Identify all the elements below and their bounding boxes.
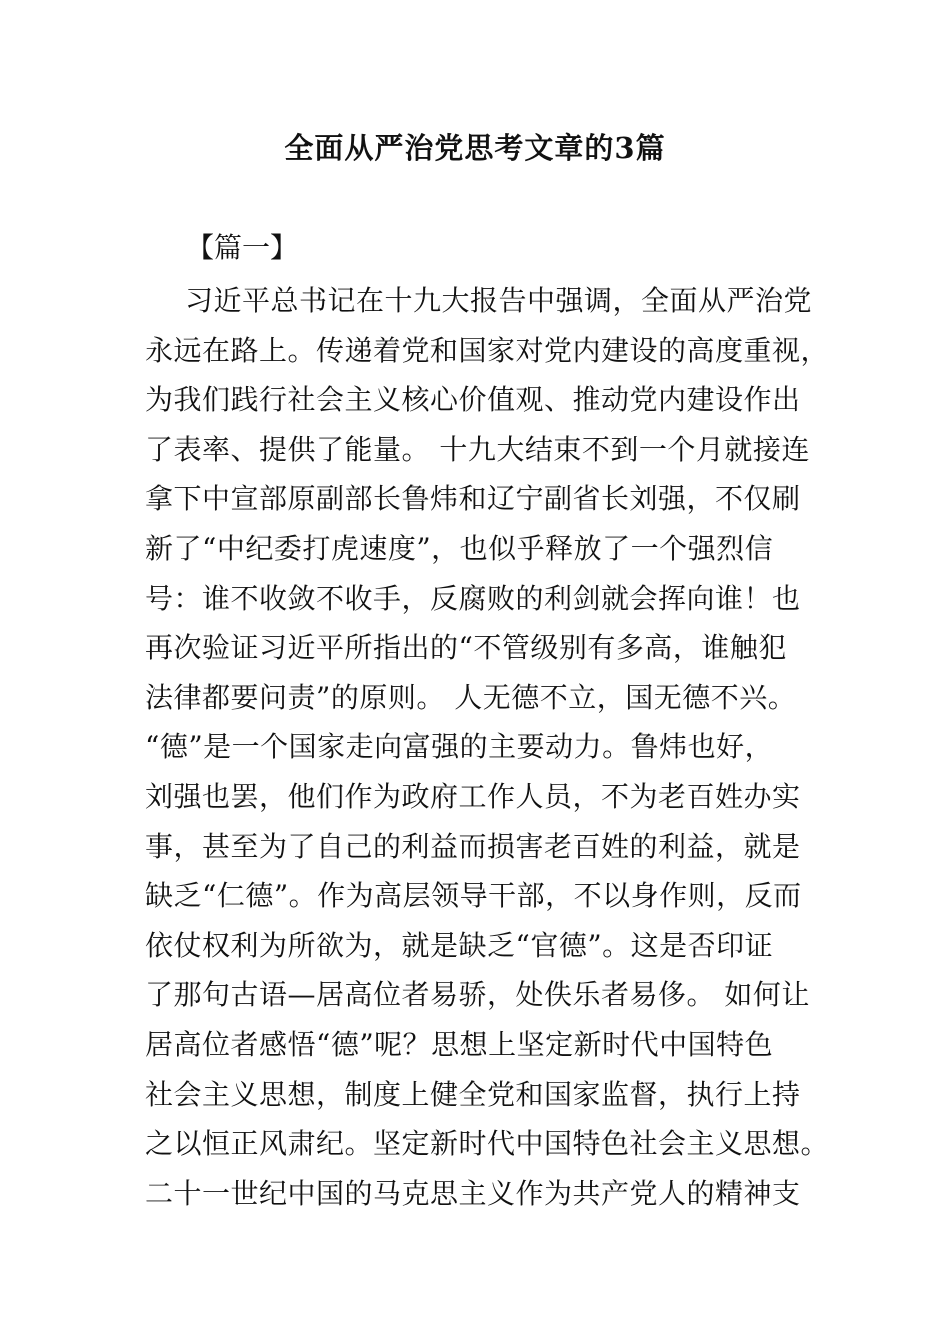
text-line: 事，甚至为了自己的利益而损害老百姓的利益，就是 bbox=[145, 829, 801, 863]
section-heading: 【篇一】 bbox=[186, 231, 299, 264]
text-line: 之以恒正风肃纪。坚定新时代中国特色社会主义思想。 bbox=[145, 1127, 830, 1161]
text-line: 新了“中纪委打虎速度”，也似乎释放了一个强烈信 bbox=[145, 531, 774, 565]
text-line: “德”是一个国家走向富强的主要动力。鲁炜也好， bbox=[145, 730, 774, 764]
text-line: 社会主义思想，制度上健全党和国家监督，执行上持 bbox=[145, 1077, 801, 1111]
text-line: 法律都要问责”的原则。 人无德不立，国无德不兴。 bbox=[145, 680, 797, 714]
text-line: 再次验证习近平所指出的“不管级别有多高，谁触犯 bbox=[145, 631, 787, 665]
text-line: 缺乏“仁德”。作为高层领导干部，不以身作则，反而 bbox=[145, 879, 802, 913]
text-line: 依仗权利为所欲为，就是缺乏“官德”。这是否印证 bbox=[145, 928, 774, 962]
text-line: 习近平总书记在十九大报告中强调，全面从严治党 bbox=[185, 284, 813, 317]
document-title: 全面从严治党思考文章的3篇 bbox=[284, 131, 666, 165]
text-line: 永远在路上。传递着党和国家对党内建设的高度重视， bbox=[145, 333, 830, 367]
text-line: 刘强也罢，他们作为政府工作人员，不为老百姓办实 bbox=[145, 779, 801, 813]
body-text bbox=[145, 276, 830, 1218]
text-line: 居高位者感悟“德”呢？思想上坚定新时代中国特色 bbox=[145, 1027, 774, 1061]
text-line: 了那句古语—居高位者易骄，处佚乐者易侈。 如何让 bbox=[145, 978, 810, 1012]
text-line: 二十一世纪中国的马克思主义作为共产党人的精神支 bbox=[145, 1176, 801, 1210]
text-line: 了表率、提供了能量。 十九大结束不到一个月就接连 bbox=[145, 432, 810, 466]
text-line: 为我们践行社会主义核心价值观、推动党内建设作出 bbox=[145, 383, 801, 417]
text-line: 号：谁不收敛不收手，反腐败的利剑就会挥向谁！也 bbox=[145, 581, 801, 615]
text-line: 拿下中宣部原副部长鲁炜和辽宁副省长刘强，不仅刷 bbox=[145, 482, 801, 516]
